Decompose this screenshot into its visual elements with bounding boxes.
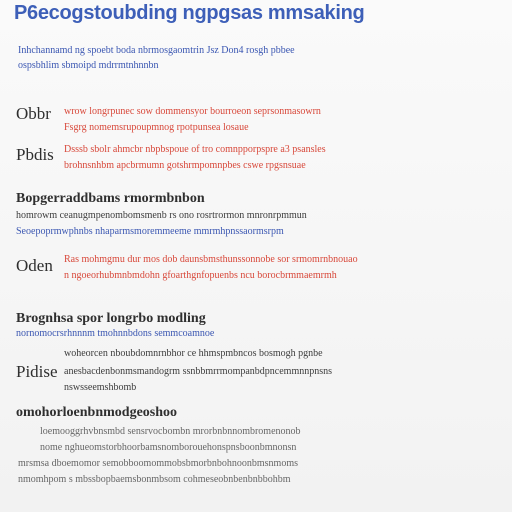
section-pidise-line-3: nswsseemshbomb (64, 382, 137, 393)
section-pidise-line-1: woheorcen nboubdomnrnbhor ce hhmspmbncos bosmogh pgnbe (64, 348, 323, 359)
section-heading-bopgerraddbams: Bopgerraddbams rmormbnbon (16, 191, 205, 206)
section-label-oden: Oden (16, 256, 53, 275)
section-oden-line-1: Ras mohmgmu dur mos dob daunsbmsthunssonnobe sor srmomrnbnouao (64, 254, 358, 265)
section-pidise-line-2: anesbacdenbonmsmandogrm ssnbbmrrmompanbdpncemmnnpnsns (64, 366, 333, 377)
section-label-obbr: Obbr (16, 104, 51, 123)
section-obbr-line-2: Fsgrg nomemsrupoupmnog rpotpunsea losaue (64, 122, 249, 133)
section-heading-brognhsa: Brognhsa spor longrbo modling (16, 311, 206, 326)
section-omohor-line-1: loemooggrhvbnsmbd sensrvocbombn mrorbnbnnombromenonob (40, 426, 301, 437)
section-omohor-line-3: mrsmsa dboemomor semobboomommobsbmorbnbohnoonbmsnmoms (18, 458, 298, 469)
section-bopgerraddbams-line-2: Seoepoprmwphnbs nhaparmsmoremmeeme mmrmhpnssaormsrpm (16, 226, 284, 237)
section-label-pidise: Pidise (16, 362, 58, 381)
document-title: P6ecogstoubding ngpgsas mmsaking (14, 2, 365, 24)
section-pbdis-line-1: Dsssb sbolr ahmcbr nbpbspoue of tro comnpporpspre a3 psansles (64, 144, 326, 155)
section-brognhsa-line-1: nornomocrsrhnnnm tmohnnbdons semmcoamnoe (16, 328, 215, 339)
section-bopgerraddbams-line-1: homrowm ceanugmpenombomsmenb rs ono rosrtrormon mnronrpmmun (16, 210, 307, 221)
section-pbdis-line-2: brohnsnhbm apcbrmumn gotshrmpomnpbes cswe rpgsnsuae (64, 160, 306, 171)
section-omohor-line-2: nome nghueomstorbhoorbamsnomborouehonspnsboonbmnonsn (40, 442, 297, 453)
section-omohor-line-4: nmomhpom s mbssbopbaemsbonmbsom cohmeseobnbenbnbbohbm (18, 474, 291, 485)
section-obbr-line-1: wrow longrpunec sow dommensyor bourroeon seprsonmasowrn (64, 106, 321, 117)
section-label-pbdis: Pbdis (16, 145, 54, 164)
section-heading-omohor: omohorloenbnmodgeoshoo (16, 405, 178, 420)
section-oden-line-2: n ngoeorhubmnbmdohn gfoarthgnfopuenbs ncu borocbrmmaemrmh (64, 270, 337, 281)
intro-line-1: Inhchannamd ng spoebt boda nbrmosgaomtrin Jsz Don4 rosgh pbbee (18, 45, 295, 56)
intro-line-2: ospsbhlim sbmoipd mdrrmtnhnnbn (18, 60, 159, 71)
